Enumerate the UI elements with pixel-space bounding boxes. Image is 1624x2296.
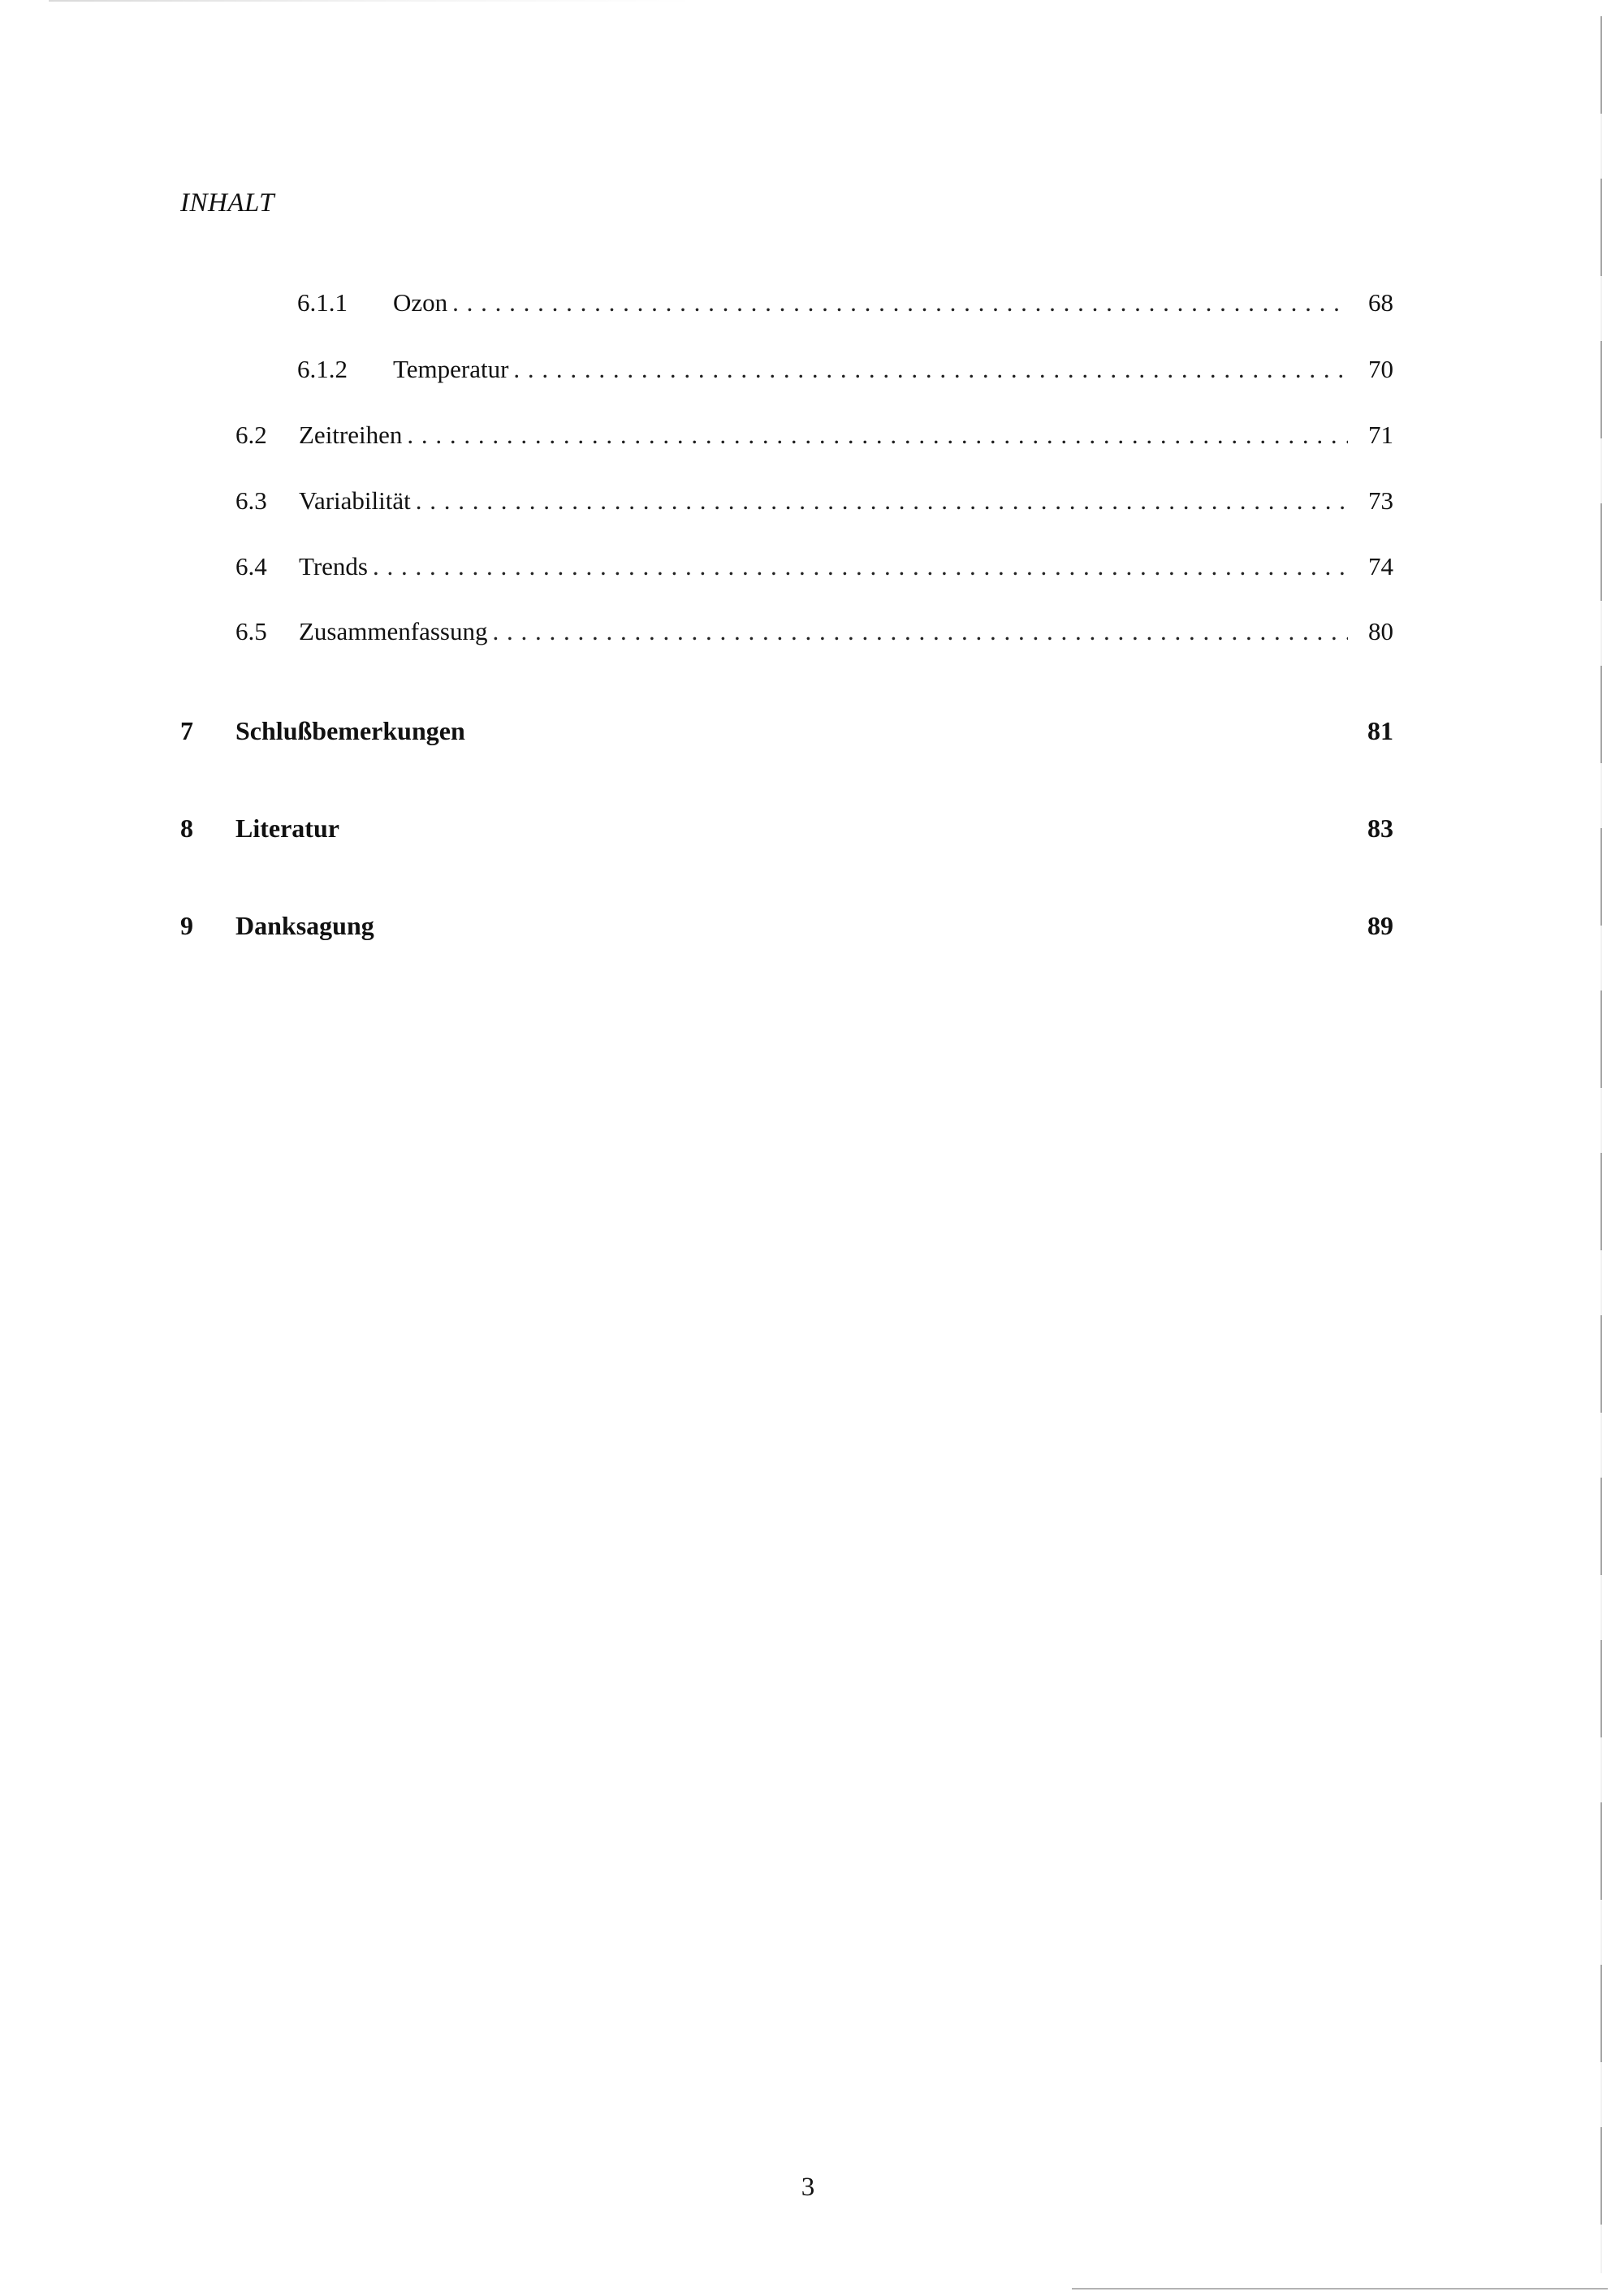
toc-entry-title: Trends bbox=[299, 552, 368, 580]
toc-entry-title: Zeitreihen bbox=[299, 421, 403, 449]
toc-entry-6-2 bbox=[235, 421, 1393, 450]
chapter-title: Literatur bbox=[235, 814, 339, 843]
dot-leader bbox=[513, 355, 1348, 384]
toc-entry-number: 6.3 bbox=[235, 486, 267, 515]
dot-leader bbox=[452, 288, 1348, 317]
chapter-number: 9 bbox=[180, 911, 193, 940]
toc-entry-title: Zusammenfassung bbox=[299, 617, 488, 645]
chapter-title: Danksagung bbox=[235, 911, 374, 940]
chapter-number: 7 bbox=[180, 716, 193, 745]
chapter-entry-8 bbox=[180, 814, 1393, 844]
toc-entry-6-1-1 bbox=[297, 288, 1393, 317]
dot-leader bbox=[373, 552, 1348, 581]
toc-entry-number: 6.1.2 bbox=[297, 355, 348, 383]
scan-edge-right bbox=[1600, 16, 1602, 2273]
toc-entry-6-1-2 bbox=[297, 355, 1393, 384]
toc-entry-title: Temperatur bbox=[393, 355, 509, 383]
scan-edge-bottom bbox=[1072, 2288, 1608, 2290]
chapter-number: 8 bbox=[180, 814, 193, 843]
chapter-page: 89 bbox=[1367, 911, 1393, 940]
chapter-entry-9 bbox=[180, 911, 1393, 941]
dot-leader bbox=[492, 617, 1348, 646]
scan-edge-top bbox=[49, 0, 861, 2]
toc-entry-6-5 bbox=[235, 617, 1393, 646]
chapter-page: 83 bbox=[1367, 814, 1393, 843]
toc-entry-6-4 bbox=[235, 552, 1393, 581]
toc-entry-6-3 bbox=[235, 486, 1393, 516]
toc-entry-page: 71 bbox=[1368, 421, 1393, 449]
toc-entry-page: 70 bbox=[1368, 355, 1393, 383]
toc-entry-page: 80 bbox=[1368, 617, 1393, 645]
chapter-entry-7 bbox=[180, 716, 1393, 746]
toc-entry-page: 74 bbox=[1368, 552, 1393, 580]
toc-entry-number: 6.5 bbox=[235, 617, 267, 645]
dot-leader bbox=[416, 486, 1348, 516]
toc-entry-page: 68 bbox=[1368, 288, 1393, 317]
toc-entry-number: 6.1.1 bbox=[297, 288, 348, 317]
dot-leader bbox=[407, 421, 1348, 450]
chapter-title: Schlußbemerkungen bbox=[235, 716, 465, 745]
page-number: 3 bbox=[801, 2173, 815, 2202]
toc-entry-title: Ozon bbox=[393, 288, 448, 317]
toc-entry-number: 6.2 bbox=[235, 421, 267, 449]
toc-entry-number: 6.4 bbox=[235, 552, 267, 580]
chapter-page: 81 bbox=[1367, 716, 1393, 745]
running-head: INHALT bbox=[180, 188, 275, 218]
toc-entry-title: Variabilität bbox=[299, 486, 411, 515]
toc-entry-page: 73 bbox=[1368, 486, 1393, 515]
